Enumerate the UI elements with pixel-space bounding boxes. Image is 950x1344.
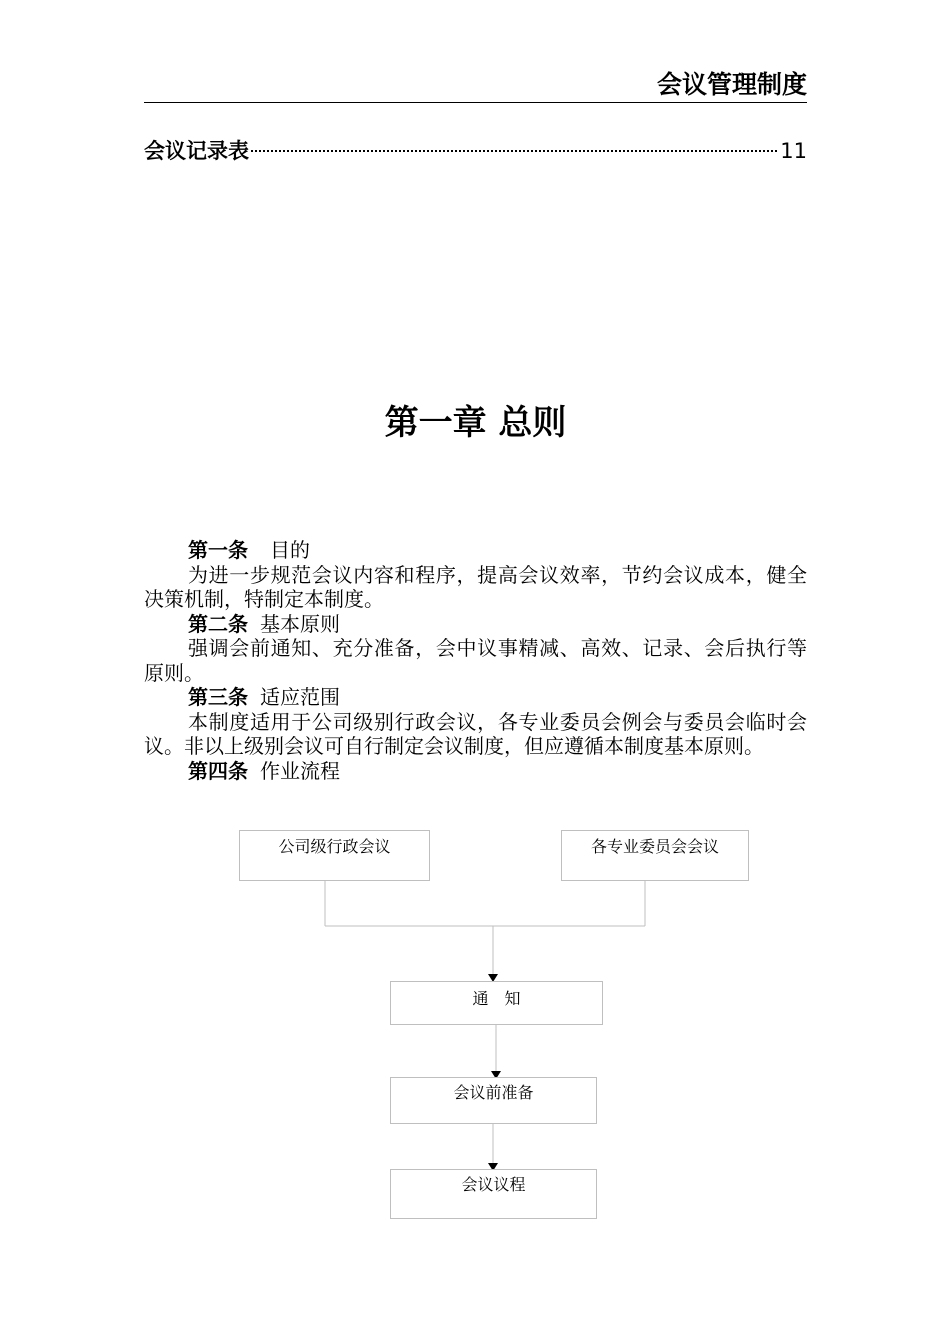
article-number: 第二条 bbox=[188, 611, 248, 636]
toc-entry-page: 11 bbox=[780, 139, 807, 163]
article-number: 第一条 bbox=[188, 538, 248, 562]
flow-node-notice: 通 知 bbox=[390, 981, 603, 1025]
chapter-title: 第一章 总则 bbox=[384, 403, 567, 443]
flow-node-preparation: 会议前准备 bbox=[390, 1077, 597, 1124]
article-title: 适应范围 bbox=[260, 685, 340, 709]
article-number: 第四条 bbox=[188, 758, 248, 783]
article-paragraph: 本制度适用于公司级别行政会议，各专业委员会例会与委员会临时会议。非以上级别会议可自行制定会议制度，但应遵循本制度基本原则。 bbox=[144, 709, 807, 758]
article-title: 目的 bbox=[270, 538, 310, 562]
article-paragraph: 为进一步规范会议内容和程序，提高会议效率，节约会议成本，健全决策机制，特制定本制度。 bbox=[144, 562, 807, 611]
article-title: 基本原则 bbox=[260, 611, 340, 636]
flow-node-committee-meeting: 各专业委员会会议 bbox=[561, 830, 749, 881]
flow-node-company-meeting: 公司级行政会议 bbox=[239, 830, 430, 881]
article-number: 第三条 bbox=[188, 685, 248, 709]
running-header: 会议管理制度 bbox=[144, 68, 807, 103]
article-title: 作业流程 bbox=[260, 758, 340, 783]
article-paragraph: 强调会前通知、充分准备，会中议事精减、高效、记录、会后执行等原则。 bbox=[144, 636, 807, 685]
flow-node-agenda: 会议议程 bbox=[390, 1169, 597, 1219]
toc-entry-title: 会议记录表 bbox=[144, 139, 249, 163]
